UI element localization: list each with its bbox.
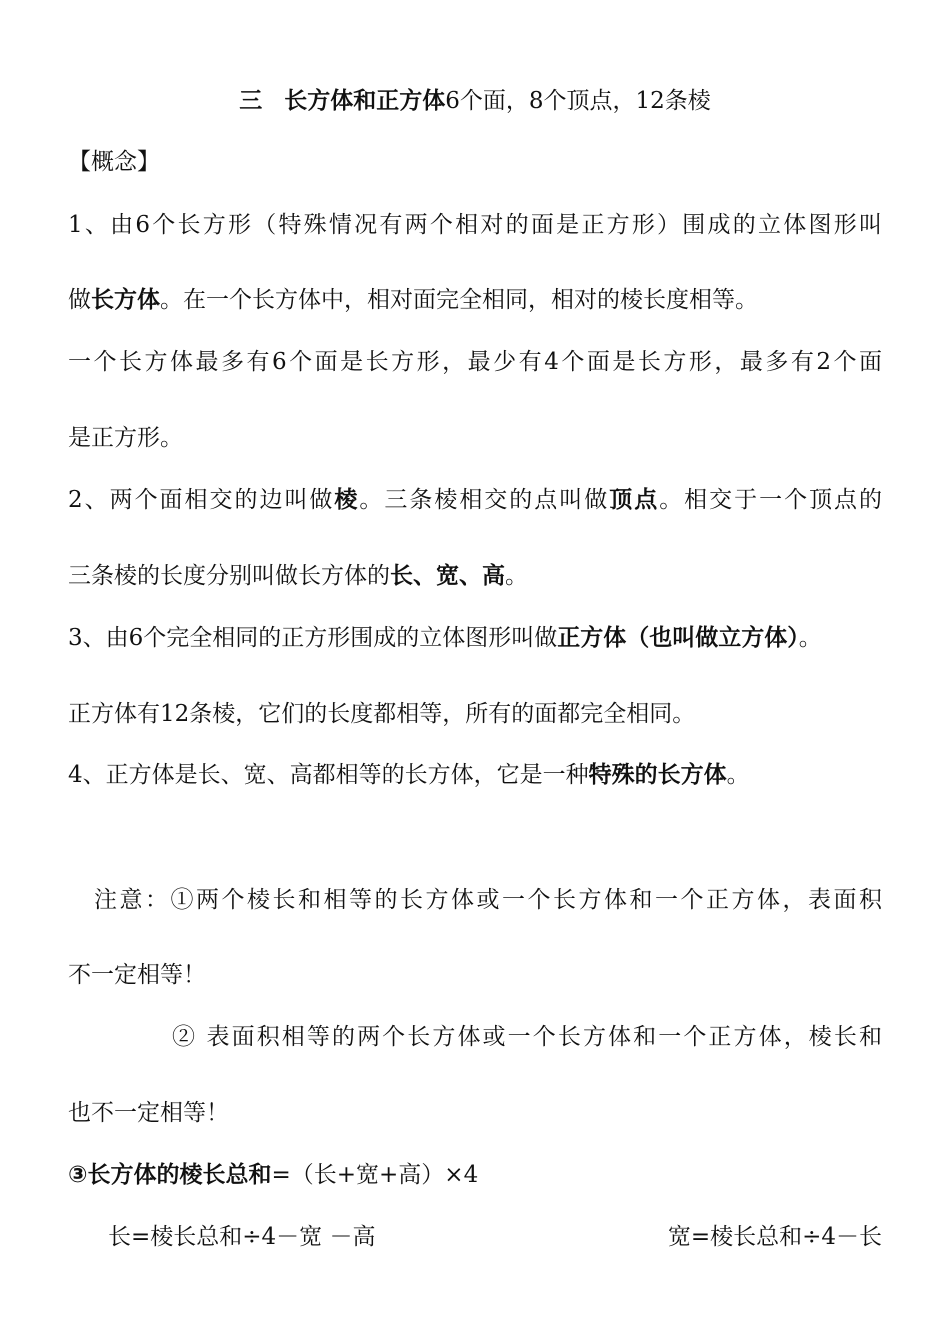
p2-line1-c: 。三条棱相交的点叫做	[359, 487, 610, 513]
note3-bold: ③长方体的棱长总和	[68, 1162, 272, 1188]
p3-line1-c: 。	[798, 625, 822, 651]
note3-line	[68, 1158, 882, 1192]
p1-line2-a: 做	[68, 287, 91, 313]
p2-line2	[68, 559, 882, 593]
section-title-bold: 长方体和正方体	[284, 88, 446, 114]
formula-row	[108, 1220, 882, 1254]
p1-line4: 是正方形。	[68, 425, 183, 451]
note2-line2: 也不一定相等！	[68, 1100, 229, 1126]
p2-line2-c: 。	[505, 563, 528, 589]
p3-line1	[68, 621, 882, 655]
p4-c: 。	[726, 762, 750, 788]
p3-line2: 正方体有12条棱，它们的长度都相等，所有的面都完全相同。	[68, 701, 696, 727]
p4-a: 4、正方体是长、宽、高都相等的长方体，它是一种	[68, 762, 589, 788]
term-edge: 棱	[334, 487, 360, 513]
p1-line2-c: 。在一个长方体中，相对面完全相同，相对的棱长度相等。	[160, 287, 758, 313]
term-cube: 正方体（也叫做立方体）	[557, 625, 799, 651]
p1-line1: 1、由6个长方形（特殊情况有两个相对的面是正方形）围成的立体图形叫	[68, 212, 882, 238]
p3-line1-a: 3、由6个完全相同的正方形围成的立体图形叫做	[68, 625, 558, 651]
term-cuboid: 长方体	[91, 287, 160, 313]
p2-line1-e: 。相交于一个顶点的	[659, 487, 883, 513]
section-title	[0, 84, 950, 118]
note1-line1: 注意：①两个棱长和相等的长方体或一个长方体和一个正方体，表面积	[94, 887, 882, 913]
p2-line2-a: 三条棱的长度分别叫做长方体的	[68, 563, 390, 589]
section-title-rest: 6个面，8个顶点，12条棱	[445, 88, 711, 114]
concept-heading: 【概念】	[68, 149, 160, 175]
p1-line3: 一个长方体最多有6个面是长方形，最少有4个面是长方形，最多有2个面	[68, 349, 882, 375]
formula-length: 长=棱长总和÷4－宽 －高	[108, 1224, 376, 1250]
term-vertex: 顶点	[609, 487, 660, 513]
p4-line	[68, 758, 882, 792]
term-special-cuboid: 特殊的长方体	[588, 762, 727, 788]
formula-width: 宽=棱长总和÷4－长	[667, 1224, 882, 1250]
note3-formula: =（长+宽+高）×4	[271, 1162, 479, 1188]
p2-line1	[68, 483, 882, 517]
p2-line1-a: 2、两个面相交的边叫做	[68, 487, 335, 513]
note1-line2: 不一定相等！	[68, 962, 206, 988]
section-number: 三	[239, 88, 263, 114]
note2-line1: ② 表面积相等的两个长方体或一个长方体和一个正方体，棱长和	[172, 1024, 882, 1050]
p1-line2	[68, 283, 882, 317]
term-dimensions: 长、宽、高	[390, 563, 505, 589]
